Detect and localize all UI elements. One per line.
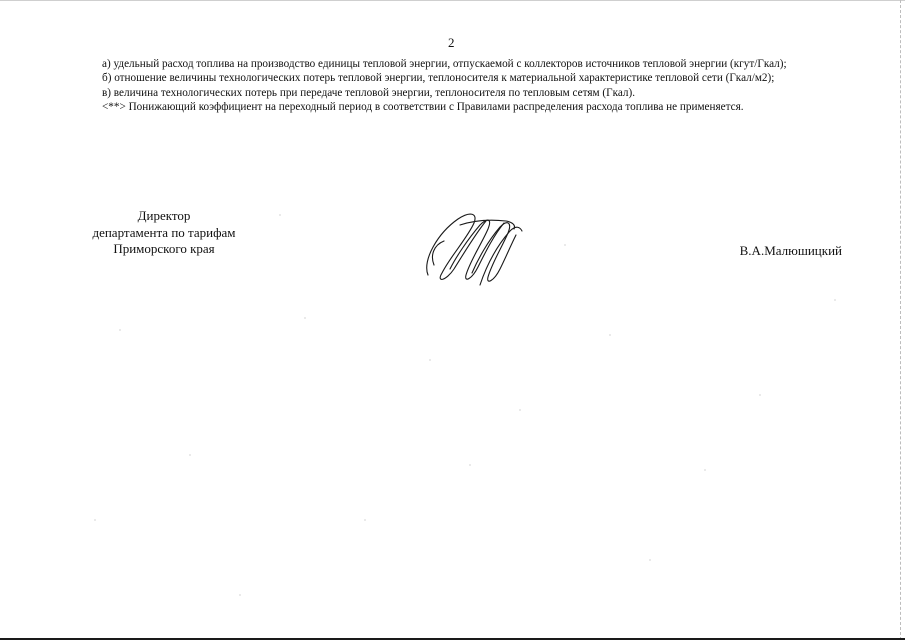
position-line-region: Приморского края xyxy=(113,241,215,256)
position-line-department: департамента по тарифам xyxy=(92,224,236,240)
signer-name: В.А.Малюшицкий xyxy=(739,243,842,258)
position-line-director: Директор xyxy=(137,208,191,223)
page-number: 2 xyxy=(448,35,455,50)
paragraph-footnote: <**> Понижающий коэффициент на переходный период в соответствии с Правилами распределения расхода топлива не применяется. xyxy=(102,101,744,114)
paragraph-technological-losses: в) величина технологических потерь при передаче тепловой энергии, теплоносителя по тепловым сетям (Гкал). xyxy=(102,86,636,99)
paragraph-fuel-consumption: а) удельный расход топлива на производство единицы тепловой энергии, отпускаемой с коллекторов источников тепловой энергии (кгут/Гкал); xyxy=(102,58,787,70)
paragraph-heat-loss-ratio: б) отношение величины технологических потерь тепловой энергии, теплоносителя к материальной характеристике тепловой сети (Гкал/м2); xyxy=(102,72,775,85)
